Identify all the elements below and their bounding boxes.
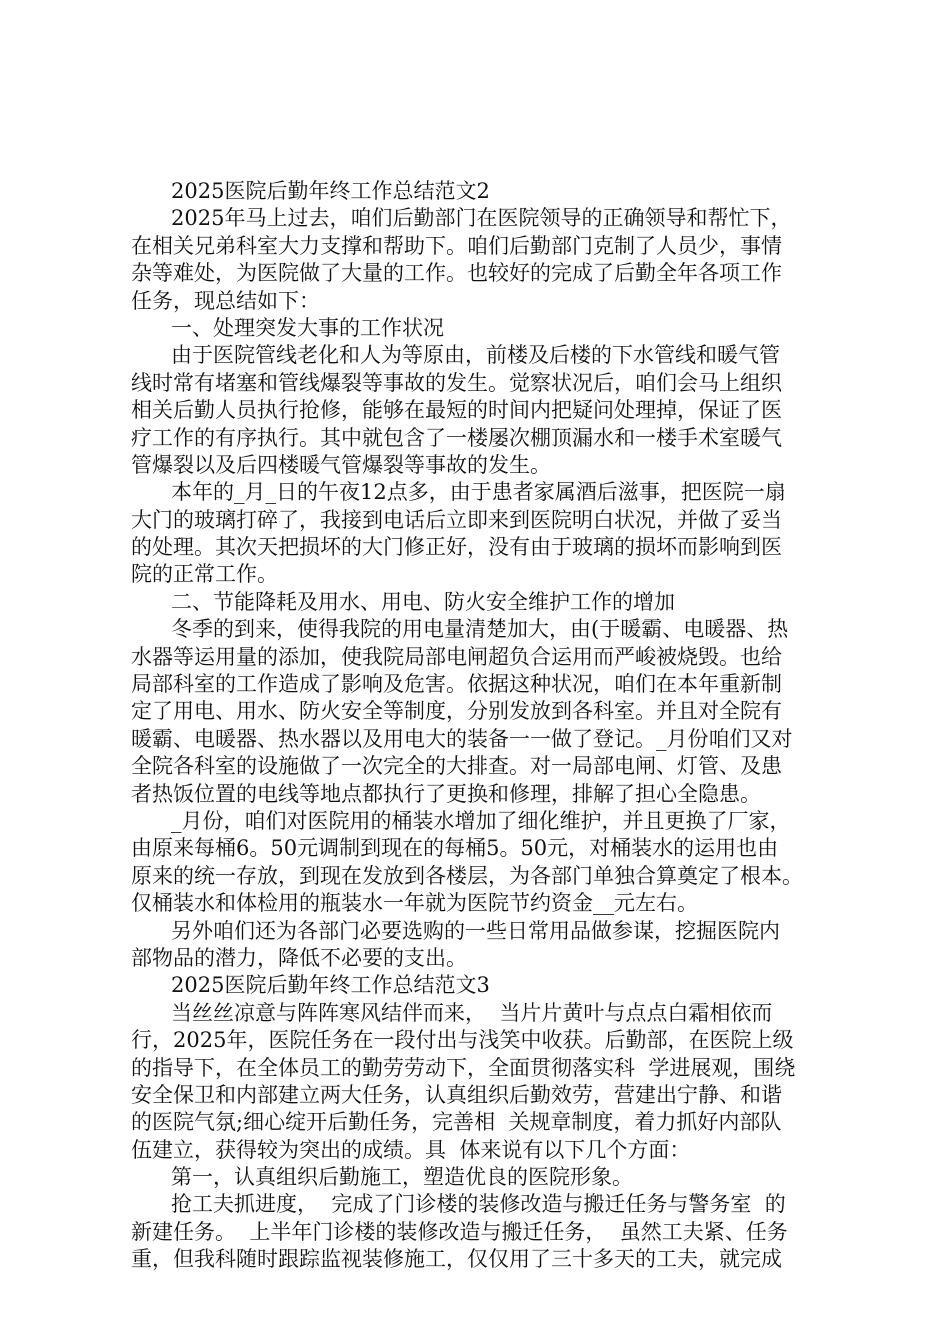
text-line: 一、处理突发大事的工作状况 <box>131 315 445 340</box>
text-line: 疗工作的有序执行。其中就包含了一楼屡次棚顶漏水和一楼手术室暖气 <box>131 425 782 450</box>
text-line: 大门的玻璃打碎了，我接到电话后立即来到医院明白状况，并做了妥当 <box>131 507 782 532</box>
text-line: 重，但我科随时跟踪监视装修施工，仅仅用了三十多天的工夫，就完成 <box>131 1247 782 1272</box>
text-line: 任务，现总结如下： <box>131 288 320 313</box>
text-line: 二、节能降耗及用水、用电、防火安全维护工作的增加 <box>131 589 676 614</box>
text-line: 全院各科室的设施做了一次完全的大排查。对一局部电闸、灯管、及患 <box>131 754 782 779</box>
text-line: 第一，认真组织后勤施工，塑造优良的医院形象。 <box>131 1165 634 1190</box>
text-line: 水器等运用量的添加，使我院局部电闸超负合运用而严峻被烧毁。也给 <box>131 644 782 669</box>
text-line: 2025医院后勤年终工作总结范文2 <box>131 179 490 203</box>
text-line: 仅桶装水和体检用的瓶装水一年就为医院节约资金__元左右。 <box>131 891 698 916</box>
text-line: 由原来每桶6。50元调制到现在的每桶5。50元，对桶装水的运用也由 <box>131 836 779 861</box>
text-line: 行，2025年，医院任务在一段付出与浅笑中收获。后勤部，在医院上级 <box>131 1028 794 1053</box>
text-line: _月份，咱们对医院用的桶装水增加了细化维护，并且更换了厂家， <box>131 808 791 833</box>
text-line: 本年的_月_日的午夜12点多，由于患者家属酒后滋事，把医院一扇 <box>131 480 786 505</box>
text-line: 的处理。其次天把损坏的大门修正好，没有由于玻璃的损坏而影响到医 <box>131 535 782 560</box>
text-line: 管爆裂以及后四楼暖气管爆裂等事故的发生。 <box>131 452 551 477</box>
text-line: 2025年马上过去，咱们后勤部门在医院领导的正确领导和帮忙下， <box>131 206 792 231</box>
text-line: 冬季的到来，使得我院的用电量清楚加大，由(于暖霸、电暖器、热 <box>131 617 789 642</box>
text-line: 在相关兄弟科室大力支撑和帮助下。咱们后勤部门克制了人员少，事情 <box>131 233 782 258</box>
text-line: 原来的统一存放，到现在发放到各楼层，为各部门单独合算奠定了根本。 <box>131 863 803 888</box>
text-line: 相关后勤人员执行抢修，能够在最短的时间内把疑问处理掉，保证了医 <box>131 398 782 423</box>
text-line: 者热饭位置的电线等地点都执行了更换和修理，排解了担心全隐患。 <box>131 781 761 806</box>
text-line: 抢工夫抓进度， 完成了门诊楼的装修改造与搬迁任务与警务室 的 <box>131 1192 786 1217</box>
text-line: 由于医院管线老化和人为等原由，前楼及后楼的下水管线和暖气管 <box>131 343 781 368</box>
document-body <box>131 178 831 1274</box>
text-line: 2025医院后勤年终工作总结范文3 <box>131 973 490 998</box>
text-line: 的医院气氛;细心绽开后勤任务，完善相 关规章制度，着力抓好内部队 <box>131 1110 782 1135</box>
text-line: 暖霸、电暖器、热水器以及用电大的装备一一做了登记。_月份咱们又对 <box>131 726 793 751</box>
text-line: 安全保卫和内部建立两大任务，认真组织后勤效劳，营建出宁静、和谐 <box>131 1082 782 1107</box>
text-line: 当丝丝凉意与阵阵寒风结伴而来， 当片片黄叶与点点白霜相依而 <box>131 1000 773 1025</box>
text-line: 另外咱们还为各部门必要选购的一些日常用品做参谋，挖掘医院内 <box>131 918 781 943</box>
text-line: 线时常有堵塞和管线爆裂等事故的发生。觉察状况后，咱们会马上组织 <box>131 370 782 395</box>
text-line: 新建任务。 上半年门诊楼的装修改造与搬迁任务， 虽然工夫紧、任务 <box>131 1219 788 1244</box>
text-line: 局部科室的工作造成了影响及危害。依据这种状况，咱们在本年重新制 <box>131 672 782 697</box>
text-line: 伍建立，获得较为突出的成绩。具 体来说有以下几个方面： <box>131 1137 691 1162</box>
text-line: 定了用电、用水、防火安全等制度，分别发放到各科室。并且对全院有 <box>131 699 782 724</box>
text-line: 的指导下，在全体员工的勤劳劳动下，全面贯彻落实科 学进展观，围绕 <box>131 1055 796 1080</box>
text-line: 院的正常工作。 <box>131 562 278 587</box>
text-line: 杂等难处，为医院做了大量的工作。也较好的完成了后勤全年各项工作 <box>131 261 782 286</box>
text-line: 部物品的潜力，降低不必要的支出。 <box>131 945 467 970</box>
